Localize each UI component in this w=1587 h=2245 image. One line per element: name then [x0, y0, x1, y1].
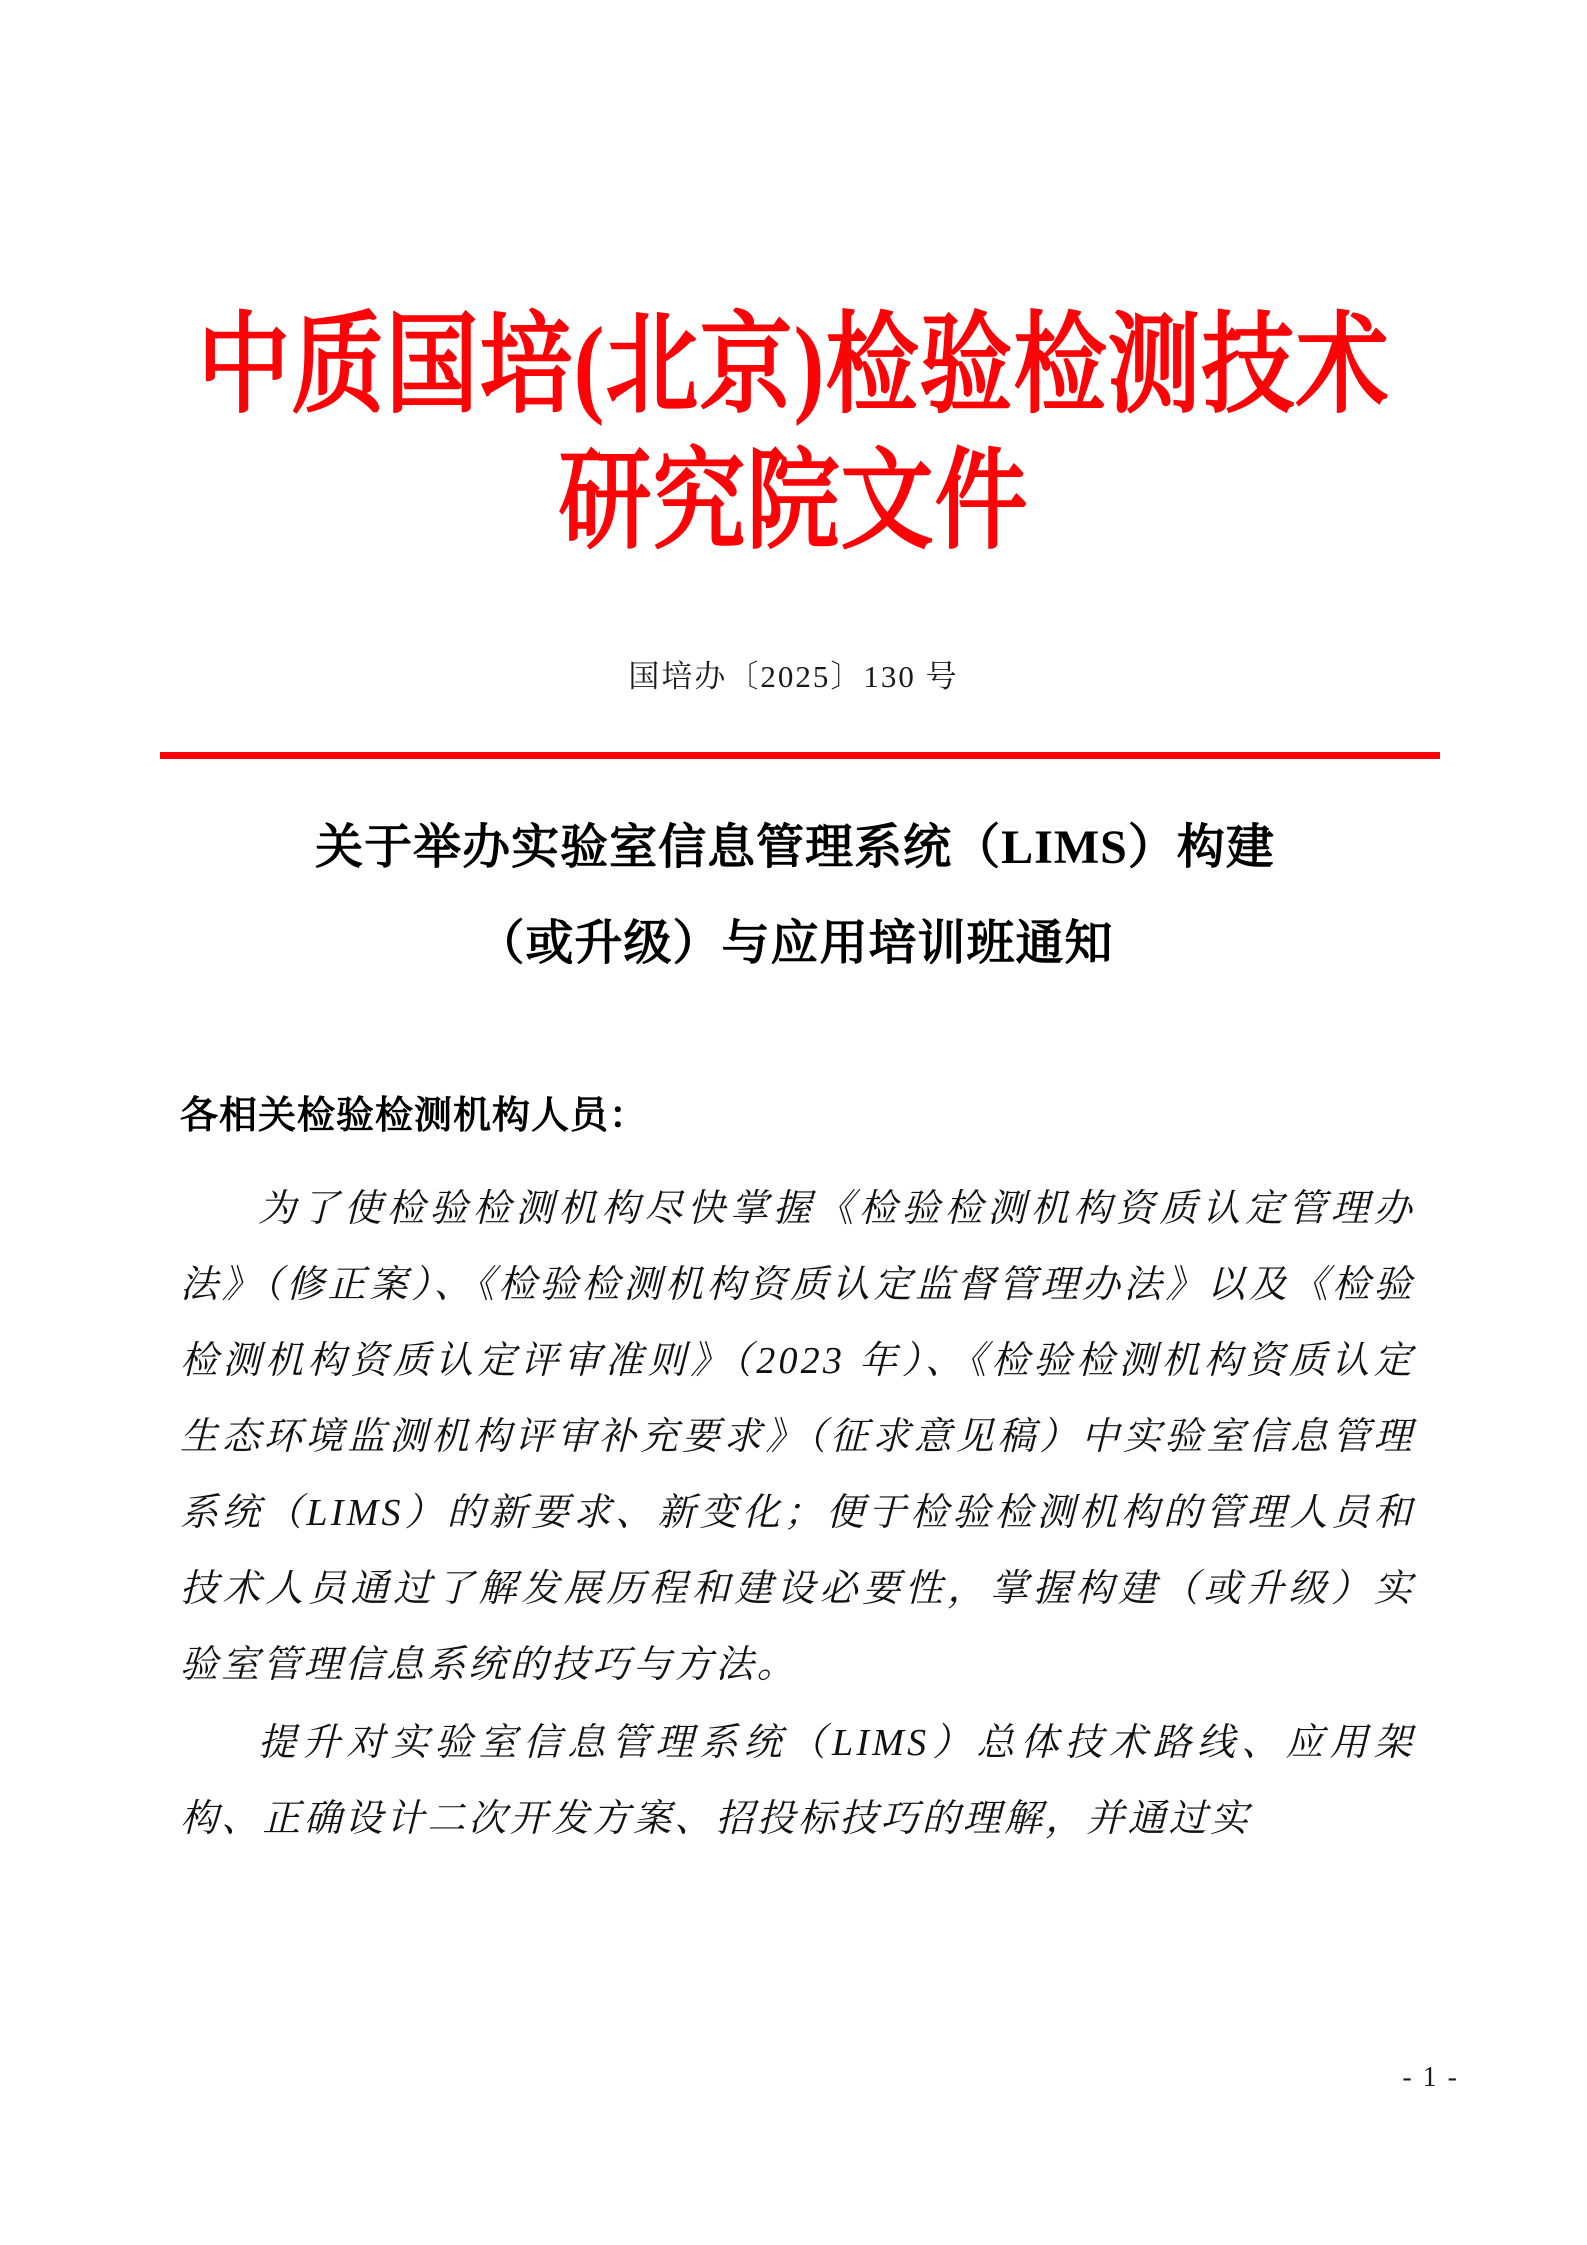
body-paragraph: 提升对实验室信息管理系统（LIMS）总体技术路线、应用架构、正确设计二次开发方案、招投标技巧的理解，并通过实 [180, 1722, 1415, 1840]
body-paragraph: 为了使检验检测机构尽快掌握《检验检测机构资质认定管理办法》（修正案）、《检验检测机构资质认定监督管理办法》以及《检验检测机构资质认定评审准则》（2023 年）、《检验检测机构资质认定生态环境监测机构评审补充要求》（征求意见稿）中实验室信息管理系统（LIMS）的新要求、新变化；便于检验检测机构的管理人员和技术人员通过了解发展历程和建设必要性，掌握构建（或升级）实验室管理信息系统的技巧与方法。 [180, 1188, 1415, 1686]
document-serial-number: 国培办〔2025〕130 号 [628, 659, 959, 694]
page-title-line-1: 关于举办实验室信息管理系统（LIMS）构建 [315, 821, 1275, 874]
letterhead-line-1: 中质国培(北京)检验检测技术 [197, 305, 1390, 428]
page-number: - 1 - [1402, 2062, 1459, 2093]
red-separator-rule [160, 752, 1440, 759]
document-body [180, 1085, 1415, 1857]
letterhead [0, 300, 1587, 564]
letterhead-line-2: 研究院文件 [558, 441, 1029, 564]
salutation: 各相关检验检测机构人员： [180, 1095, 649, 1137]
page-title [180, 800, 1410, 992]
page-title-line-2: （或升级）与应用培训班通知 [476, 917, 1114, 970]
